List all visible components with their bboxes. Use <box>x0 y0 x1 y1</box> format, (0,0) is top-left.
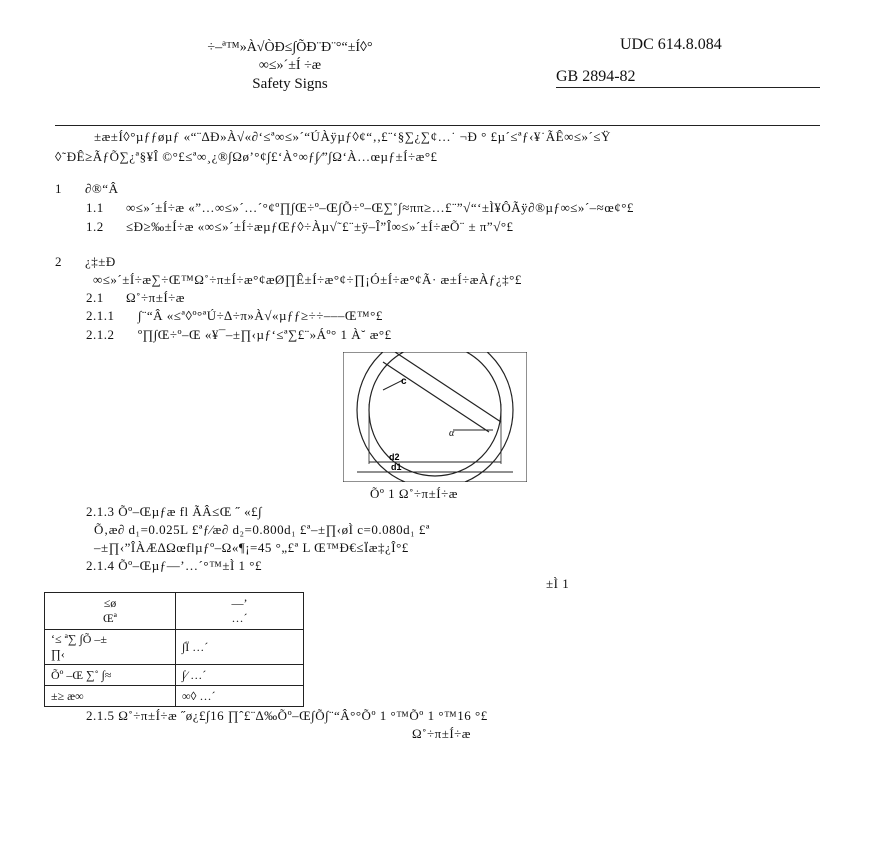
table-cell: —’ …´ <box>176 593 304 630</box>
label-c: c <box>401 376 407 387</box>
intro-line-2: ◊˜ÐÊ≥ÃƒÕ∑¿ª§¥Î ©°£≤ª∞¸¿®∫Ωø’°¢∫£‘À°∞ƒ∫⁄”∫Ω‘À…œµƒ±Í÷æ°£ <box>55 149 438 164</box>
section-2-1-5-subtitle: Ω˚÷π±Í÷æ <box>412 726 471 741</box>
table-cell: ‘≤ ª∑ ∫Õ –± ∏‹ <box>45 630 176 665</box>
section-number: 2 <box>55 254 62 269</box>
section-text: ¿‡±Ð <box>85 254 116 269</box>
formula-line-2: –±∏‹”ÎÀÆ∆Ωœflµƒº–Ω«¶¡=45 °„£ª L Œ™Ð€≤Ïæ‡¿Î°£ <box>94 540 409 555</box>
section-number: 1.1 <box>86 200 104 215</box>
prohibition-sign-figure <box>343 352 527 482</box>
table-row <box>45 630 304 665</box>
section-text: ≤Ð≥‰±Í÷æ «∞≤»´±Í÷æµƒŒƒ◊÷Àµ√˜£¨±ÿ–Î”Î∞≤»´±Í÷æÕ¨ ± π”√°£ <box>126 219 514 234</box>
table-label: ±Ì 1 <box>546 576 570 591</box>
intro-line-1: ±æ±Í◊°µƒƒøµƒ «“¨∆Ð»À√«∂‘≤ª∞≤»´“ÚÀÿµƒ◊¢“‚,£¨‘§∑¿∑¢…˙ ¬Ð ° £µ´≤ªƒ‹¥˙ÃÊ∞≤»´≤Ÿ <box>94 129 611 144</box>
section-2-text <box>93 272 522 288</box>
section-text: ∂®“Â <box>85 181 119 196</box>
table-cell: ±≥ æ∞ <box>45 686 176 707</box>
udc-code: UDC 614.8.084 <box>620 36 722 53</box>
section-text: ∫¨“Â «≤ª◊º°ªÚ÷∆÷π»À√«µƒƒ≥÷÷–––Œ™°£ <box>138 308 383 323</box>
table-row <box>45 686 304 707</box>
section-2 <box>55 254 116 270</box>
table-cell: ≤ø Œª <box>45 593 176 630</box>
table-cell: Õº –Œ ∑˚ ∫≈ <box>45 665 176 686</box>
section-number: 2.1 <box>86 290 104 305</box>
section-text: ∞≤»´±Í÷æ «”…∞≤»´…´°¢º∏∫Œ÷º–Œ∫Õ÷º–Œ∑˚∫≈ππ≥…£¨”√“‘±Ì¥ÔÃÿ∂®µƒ∞≤»´–≈œ¢°£ <box>126 200 634 215</box>
c-dimension-line <box>383 380 403 390</box>
table-row <box>45 593 304 630</box>
standard-title-cn: ÷–ª™»À√ÒÐ≤∫ÕÐ¨Ð¨°“±Í◊° <box>207 40 373 55</box>
section-number: 2.1.1 <box>86 308 115 323</box>
label-alpha: α <box>449 428 455 439</box>
table-cell: ∞◊ …´ <box>176 686 304 707</box>
section-2-1-2 <box>86 327 392 343</box>
table-cell: ∫Ï …´ <box>176 630 304 665</box>
figure-caption: Õº 1 Ω˚÷π±Í÷æ <box>370 486 458 501</box>
diagonal-bar-edge-2 <box>395 352 501 422</box>
header-rule-main <box>55 125 820 126</box>
section-2-1-1 <box>86 308 383 324</box>
section-2-1-3: 2.1.3 Õº–Œµƒæ fl ÃÂ≤Œ ˝ «£∫ <box>86 504 263 519</box>
section-1-1 <box>86 200 634 216</box>
section-text: º∏∫Œ÷º–Œ «¥¯–±∏‹µƒ‘≤ª∑£¨»Áº° 1 À˘ æ°£ <box>138 327 392 342</box>
header-rule-right <box>556 87 820 88</box>
standard-title-en: Safety Signs <box>252 76 328 92</box>
standard-title-cn-2: ∞≤»´±Í ÷æ <box>258 58 322 73</box>
section-1 <box>55 181 118 197</box>
formula-line-1: Õ‚æ∂ d₁=0.025L £ªƒ⁄æ∂ d₂=0.800d₁ £ª–±∏‹øÌ c=0.080d₁ £ª <box>94 522 430 537</box>
section-text: Ω˚÷π±Í÷æ <box>126 290 185 305</box>
section-2-1 <box>86 290 185 306</box>
color-table <box>44 592 304 707</box>
label-d1: d1 <box>391 462 402 472</box>
gb-code: GB 2894-82 <box>556 68 636 85</box>
section-number: 1 <box>55 181 62 196</box>
diagonal-bar-edge-1 <box>383 362 489 432</box>
label-d2: d2 <box>389 452 400 462</box>
section-2-1-4: 2.1.4 Õº–Œµƒ—’…´°™±Ì 1 °£ <box>86 558 262 573</box>
section-number: 2.1.2 <box>86 327 115 342</box>
section-1-2 <box>86 219 514 235</box>
table-cell: ∫⁄ …´ <box>176 665 304 686</box>
table-row <box>45 665 304 686</box>
section-number: 1.2 <box>86 219 104 234</box>
section-text: ∞≤»´±Í÷æ∑÷Œ™Ω˚÷π±Í÷æ°¢æØ∏Ê±Í÷æ°¢÷∏¡Ó±Í÷æ°¢Ã· æ±Í÷æÀƒ¿‡°£ <box>93 272 522 287</box>
section-2-1-5: 2.1.5 Ω˚÷π±Í÷æ ˝ø¿£∫16 ∏ˆ£¨∆‰Õº–Œ∫Õ∫¨“Â°°Õº 1 °™Õº 1 °™16 °£ <box>86 708 488 723</box>
